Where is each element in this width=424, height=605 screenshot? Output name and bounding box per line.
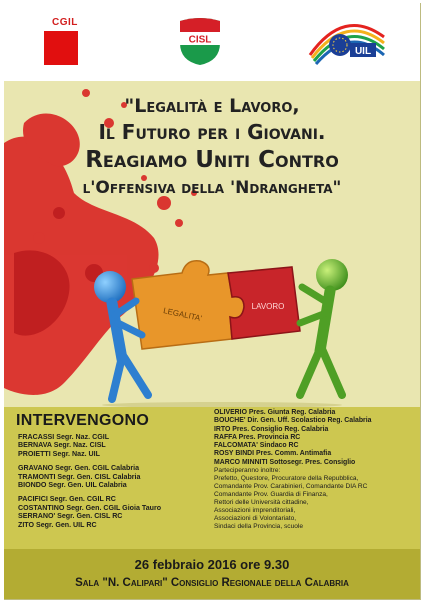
green-figure: [300, 259, 348, 395]
speaker: BERNAVA Segr. Naz. CISL: [18, 441, 106, 450]
puzzle-right-label: LAVORO: [251, 302, 285, 311]
title-line-3: Reagiamo Uniti Contro: [85, 147, 339, 173]
speaker: IRTO Pres. Consiglio Reg. Calabria: [214, 425, 329, 433]
speaker: MARCO MINNITI Sottosegr. Pres. Consiglio: [214, 458, 356, 466]
title-line-4: l'Offensiva della 'Ndrangheta": [82, 178, 342, 198]
speaker: BOUCHE' Dir. Gen. Uff. Scolastico Reg. Calabria: [214, 417, 372, 425]
event-date: 26 febbraio 2016 ore 9.30: [134, 557, 290, 572]
cisl-logo-text: CISL: [188, 34, 212, 46]
intervengono-list: [18, 433, 208, 529]
speaker: OLIVERIO Pres. Giunta Reg. Calabria: [214, 409, 336, 416]
speaker: COSTANTINO Segr. Gen. CGIL Gioia Tauro: [18, 503, 162, 512]
title-line-1: "Legalità e Lavoro,: [124, 95, 300, 117]
speaker: FRACASSI Segr. Naz. CGIL: [18, 433, 110, 441]
puzzle-illustration: [82, 239, 366, 409]
cgil-red-square: [44, 31, 78, 65]
participant: Comandante Prov. Carabinieri, Comandante DIA RC: [214, 483, 368, 491]
participants-heading: Parteciperanno inoltre:: [214, 467, 281, 475]
cgil-logo-text: CGIL: [52, 17, 78, 28]
cgil-logo: [44, 17, 86, 65]
uil-logo-text: UIL: [354, 46, 372, 57]
speaker: ROSY BINDI Pres. Comm. Antimafia: [214, 450, 332, 458]
participant: Associazioni imprenditoriali,: [214, 507, 296, 515]
speaker: TRAMONTI Segr. Gen. CISL Calabria: [18, 472, 141, 481]
event-title: [4, 93, 420, 201]
participant: Associazioni di Volontariato,: [214, 515, 297, 523]
speaker: RAFFA Pres. Provincia RC: [214, 433, 301, 441]
speaker: PACIFICI Segr. Gen. CGIL RC: [18, 495, 116, 504]
speaker: GRAVANO Segr. Gen. CGIL Calabria: [18, 464, 140, 473]
speaker: FALCOMATA' Sindaco RC: [214, 442, 299, 450]
speaker: SERRANO' Segr. Gen. CISL RC: [18, 512, 123, 521]
puzzle-piece-left: [132, 261, 244, 349]
uil-logo: [304, 15, 388, 67]
participant: Sindaci della Provincia, scuole: [214, 523, 304, 531]
event-venue: Sala "N. Calipari" Consiglio Regionale della Calabria: [75, 577, 349, 589]
participant: Prefetto, Questore, Procuratore della Repubblica,: [214, 475, 359, 483]
institutional-speakers: [214, 409, 418, 531]
title-line-2: Il Futuro per i Giovani.: [98, 120, 326, 144]
intervengono-heading: INTERVENGONO: [16, 412, 150, 429]
participant: Comandante Prov. Guardia di Finanza,: [214, 491, 328, 499]
participant: Rettori delle Università cittadine,: [214, 499, 309, 507]
speaker: PROIETTI Segr. Naz. UIL: [18, 449, 100, 458]
poster: [4, 3, 421, 600]
puzzle-left-label: LEGALITA': [162, 306, 203, 324]
speaker: ZITO Segr. Gen. UIL RC: [18, 520, 97, 529]
speaker: BIONDO Segr. Gen. UIL Calabria: [18, 481, 127, 490]
cisl-logo: [174, 13, 226, 67]
